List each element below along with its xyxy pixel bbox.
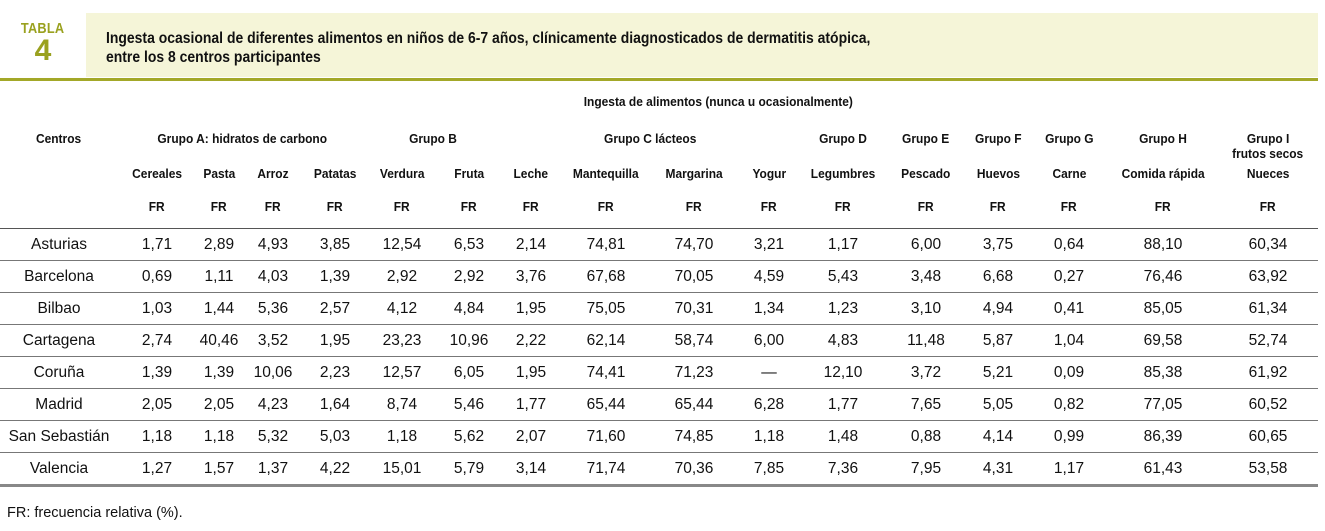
- table-cell: 1,95: [500, 293, 562, 325]
- table-cell: 1,44: [196, 293, 242, 325]
- table-cell: 0,69: [118, 261, 196, 293]
- unit-header: FR: [761, 199, 777, 214]
- table-cell: 23,23: [366, 325, 438, 357]
- table-row: [0, 293, 1318, 325]
- column-header: Legumbres: [810, 165, 876, 181]
- column-header: Mantequilla: [573, 165, 639, 181]
- group-i-header: Grupo I frutos secos: [1232, 131, 1304, 161]
- table-cell: 1,95: [304, 325, 366, 357]
- table-cell: 70,36: [650, 453, 738, 486]
- table-cell: 6,53: [438, 229, 500, 261]
- table-cell: 85,38: [1108, 357, 1218, 389]
- table-cell: 6,68: [966, 261, 1030, 293]
- table-cell: 0,88: [886, 421, 966, 453]
- table-cell: 74,85: [650, 421, 738, 453]
- table-cell: 7,36: [800, 453, 886, 486]
- table-cell: 5,87: [966, 325, 1030, 357]
- tab-number: 4: [34, 34, 52, 67]
- table-cell: 85,05: [1108, 293, 1218, 325]
- table-cell: 3,10: [886, 293, 966, 325]
- table-cell: 1,77: [500, 389, 562, 421]
- table-cell: 12,54: [366, 229, 438, 261]
- table-cell: 62,14: [562, 325, 650, 357]
- table-cell: 2,22: [500, 325, 562, 357]
- table-cell: 0,27: [1030, 261, 1108, 293]
- table-cell: 1,71: [118, 229, 196, 261]
- unit-header: FR: [918, 199, 934, 214]
- table-cell: 60,52: [1218, 389, 1318, 421]
- group-f-header: Grupo F: [974, 131, 1022, 146]
- tab-word: TABLA: [21, 20, 65, 37]
- column-header: Carne: [1052, 165, 1086, 181]
- center-name: Barcelona: [0, 261, 118, 293]
- table-cell: 60,65: [1218, 421, 1318, 453]
- unit-header: FR: [394, 199, 410, 214]
- unit-header: FR: [835, 199, 851, 214]
- table-cell: 40,46: [196, 325, 242, 357]
- table-cell: 61,43: [1108, 453, 1218, 486]
- table-cell: 65,44: [650, 389, 738, 421]
- title-line-1: Ingesta ocasional de diferentes alimentos en niños de 6-7 años, clínicamente diagnosticados de dermatitis atópica,: [106, 30, 871, 47]
- table-cell: 6,05: [438, 357, 500, 389]
- table-cell: 1,77: [800, 389, 886, 421]
- column-header: Cereales: [132, 165, 182, 181]
- table-cell: 65,44: [562, 389, 650, 421]
- column-header: Leche: [513, 165, 549, 181]
- table-cell: 4,23: [242, 389, 304, 421]
- column-header: Yogur: [752, 165, 786, 181]
- table-cell: 60,34: [1218, 229, 1318, 261]
- table-cell: 1,27: [118, 453, 196, 486]
- table-cell: 75,05: [562, 293, 650, 325]
- column-header: Arroz: [257, 165, 289, 181]
- column-header: Comida rápida: [1121, 165, 1205, 181]
- table-cell: 1,18: [738, 421, 800, 453]
- table-cell: 2,07: [500, 421, 562, 453]
- table-cell: 5,62: [438, 421, 500, 453]
- table-cell: 6,00: [886, 229, 966, 261]
- table-cell: 4,94: [966, 293, 1030, 325]
- center-name: San Sebastián: [0, 421, 118, 453]
- table-cell: 76,46: [1108, 261, 1218, 293]
- table-cell: 1,37: [242, 453, 304, 486]
- table-cell: 61,92: [1218, 357, 1318, 389]
- table-row: [0, 229, 1318, 261]
- column-header: Verdura: [379, 165, 425, 181]
- table-cell: 5,79: [438, 453, 500, 486]
- table-cell: 74,70: [650, 229, 738, 261]
- table-cell: 1,39: [118, 357, 196, 389]
- table-cell: 2,05: [118, 389, 196, 421]
- table-cell: 71,74: [562, 453, 650, 486]
- table-cell: 0,64: [1030, 229, 1108, 261]
- table-cell: 1,48: [800, 421, 886, 453]
- table-cell: 7,65: [886, 389, 966, 421]
- table-cell: 86,39: [1108, 421, 1218, 453]
- table-cell: 3,76: [500, 261, 562, 293]
- table-cell: 2,89: [196, 229, 242, 261]
- table-cell: 7,95: [886, 453, 966, 486]
- table-cell: 1,39: [196, 357, 242, 389]
- table-cell: 4,59: [738, 261, 800, 293]
- centros-header: Centros: [36, 131, 82, 146]
- center-name: Cartagena: [0, 325, 118, 357]
- table-cell: 74,81: [562, 229, 650, 261]
- unit-header: FR: [523, 199, 539, 214]
- table-cell: 6,28: [738, 389, 800, 421]
- column-header: Nueces: [1246, 165, 1290, 181]
- column-header: Margarina: [665, 165, 723, 181]
- center-name: Bilbao: [0, 293, 118, 325]
- title-rule: [0, 78, 1318, 81]
- table-cell: —: [738, 357, 800, 389]
- table-cell: 69,58: [1108, 325, 1218, 357]
- table-cell: 1,95: [500, 357, 562, 389]
- table-cell: 2,92: [438, 261, 500, 293]
- table-cell: 5,05: [966, 389, 1030, 421]
- table-row: [0, 261, 1318, 293]
- table-cell: 3,21: [738, 229, 800, 261]
- table-cell: 0,82: [1030, 389, 1108, 421]
- table-cell: 4,31: [966, 453, 1030, 486]
- table-cell: 53,58: [1218, 453, 1318, 486]
- table-row: [0, 421, 1318, 453]
- column-header: Huevos: [976, 165, 1020, 181]
- center-name: Coruña: [0, 357, 118, 389]
- table-cell: 2,23: [304, 357, 366, 389]
- table-cell: 4,93: [242, 229, 304, 261]
- table-cell: 77,05: [1108, 389, 1218, 421]
- super-header: Ingesta de alimentos (nunca u ocasionalmente): [583, 93, 853, 109]
- table-cell: 0,41: [1030, 293, 1108, 325]
- table-cell: 5,03: [304, 421, 366, 453]
- table-cell: 8,74: [366, 389, 438, 421]
- table-cell: 1,18: [196, 421, 242, 453]
- column-header: Fruta: [454, 165, 484, 181]
- table-cell: 52,74: [1218, 325, 1318, 357]
- table-cell: 1,17: [800, 229, 886, 261]
- table-cell: 70,05: [650, 261, 738, 293]
- center-name: Madrid: [0, 389, 118, 421]
- table-cell: 71,23: [650, 357, 738, 389]
- table-cell: 5,21: [966, 357, 1030, 389]
- table-cell: 5,46: [438, 389, 500, 421]
- table-row: [0, 325, 1318, 357]
- unit-header: FR: [686, 199, 702, 214]
- table-cell: 2,14: [500, 229, 562, 261]
- table-cell: 4,14: [966, 421, 1030, 453]
- unit-header: FR: [327, 199, 343, 214]
- table-cell: 5,43: [800, 261, 886, 293]
- table-cell: 1,04: [1030, 325, 1108, 357]
- column-header: Patatas: [313, 165, 357, 181]
- table-cell: 0,99: [1030, 421, 1108, 453]
- table-cell: 3,75: [966, 229, 1030, 261]
- group-e-header: Grupo E: [902, 131, 950, 146]
- table-cell: 4,83: [800, 325, 886, 357]
- table-cell: 12,57: [366, 357, 438, 389]
- table-cell: 5,36: [242, 293, 304, 325]
- column-header: Pasta: [203, 165, 235, 181]
- unit-header: FR: [990, 199, 1006, 214]
- table-cell: 1,18: [366, 421, 438, 453]
- center-name: Valencia: [0, 453, 118, 486]
- table-cell: 88,10: [1108, 229, 1218, 261]
- table-cell: 0,09: [1030, 357, 1108, 389]
- table-cell: 3,52: [242, 325, 304, 357]
- data-table: [0, 86, 1318, 487]
- table-cell: 2,92: [366, 261, 438, 293]
- table-tab-label: [0, 13, 86, 78]
- group-g-header: Grupo G: [1044, 131, 1094, 146]
- table-cell: 10,06: [242, 357, 304, 389]
- table-cell: 1,17: [1030, 453, 1108, 486]
- table-cell: 2,05: [196, 389, 242, 421]
- unit-header: FR: [265, 199, 281, 214]
- table-cell: 3,72: [886, 357, 966, 389]
- unit-header: FR: [461, 199, 477, 214]
- center-name: Asturias: [0, 229, 118, 261]
- table-cell: 15,01: [366, 453, 438, 486]
- table-cell: 12,10: [800, 357, 886, 389]
- unit-header: FR: [211, 199, 227, 214]
- unit-header: FR: [1061, 199, 1077, 214]
- table-cell: 1,34: [738, 293, 800, 325]
- table-cell: 4,84: [438, 293, 500, 325]
- group-c-header: Grupo C lácteos: [603, 131, 697, 146]
- table-cell: 10,96: [438, 325, 500, 357]
- table-title: [106, 29, 1186, 67]
- table-cell: 5,32: [242, 421, 304, 453]
- table-cell: 1,11: [196, 261, 242, 293]
- table-cell: 11,48: [886, 325, 966, 357]
- table-cell: 58,74: [650, 325, 738, 357]
- table-row: [0, 389, 1318, 421]
- table-cell: 61,34: [1218, 293, 1318, 325]
- group-h-header: Grupo H: [1139, 131, 1187, 146]
- unit-header: FR: [1155, 199, 1171, 214]
- unit-header: FR: [1260, 199, 1277, 214]
- table-cell: 70,31: [650, 293, 738, 325]
- table-cell: 4,22: [304, 453, 366, 486]
- group-b-header: Grupo B: [409, 131, 457, 146]
- table-cell: 3,48: [886, 261, 966, 293]
- unit-header: FR: [149, 199, 165, 214]
- table-cell: 2,74: [118, 325, 196, 357]
- column-header: Pescado: [901, 165, 951, 181]
- table-cell: 1,64: [304, 389, 366, 421]
- title-line-2: entre los 8 centros participantes: [106, 49, 321, 66]
- table-cell: 63,92: [1218, 261, 1318, 293]
- table-cell: 3,14: [500, 453, 562, 486]
- table-cell: 71,60: [562, 421, 650, 453]
- table-row: [0, 357, 1318, 389]
- table-cell: 2,57: [304, 293, 366, 325]
- table-cell: 1,23: [800, 293, 886, 325]
- table-cell: 1,57: [196, 453, 242, 486]
- table-cell: 4,03: [242, 261, 304, 293]
- table-cell: 1,18: [118, 421, 196, 453]
- unit-header: FR: [598, 199, 614, 214]
- table-cell: 67,68: [562, 261, 650, 293]
- table-cell: 1,03: [118, 293, 196, 325]
- table-cell: 6,00: [738, 325, 800, 357]
- group-d-header: Grupo D: [819, 131, 867, 146]
- group-a-header: Grupo A: hidratos de carbono: [157, 131, 327, 146]
- table-cell: 74,41: [562, 357, 650, 389]
- table-cell: 1,39: [304, 261, 366, 293]
- table-cell: 3,85: [304, 229, 366, 261]
- table-row: [0, 453, 1318, 486]
- table-cell: 4,12: [366, 293, 438, 325]
- table-cell: 7,85: [738, 453, 800, 486]
- footnote: FR: frecuencia relativa (%).: [7, 505, 183, 521]
